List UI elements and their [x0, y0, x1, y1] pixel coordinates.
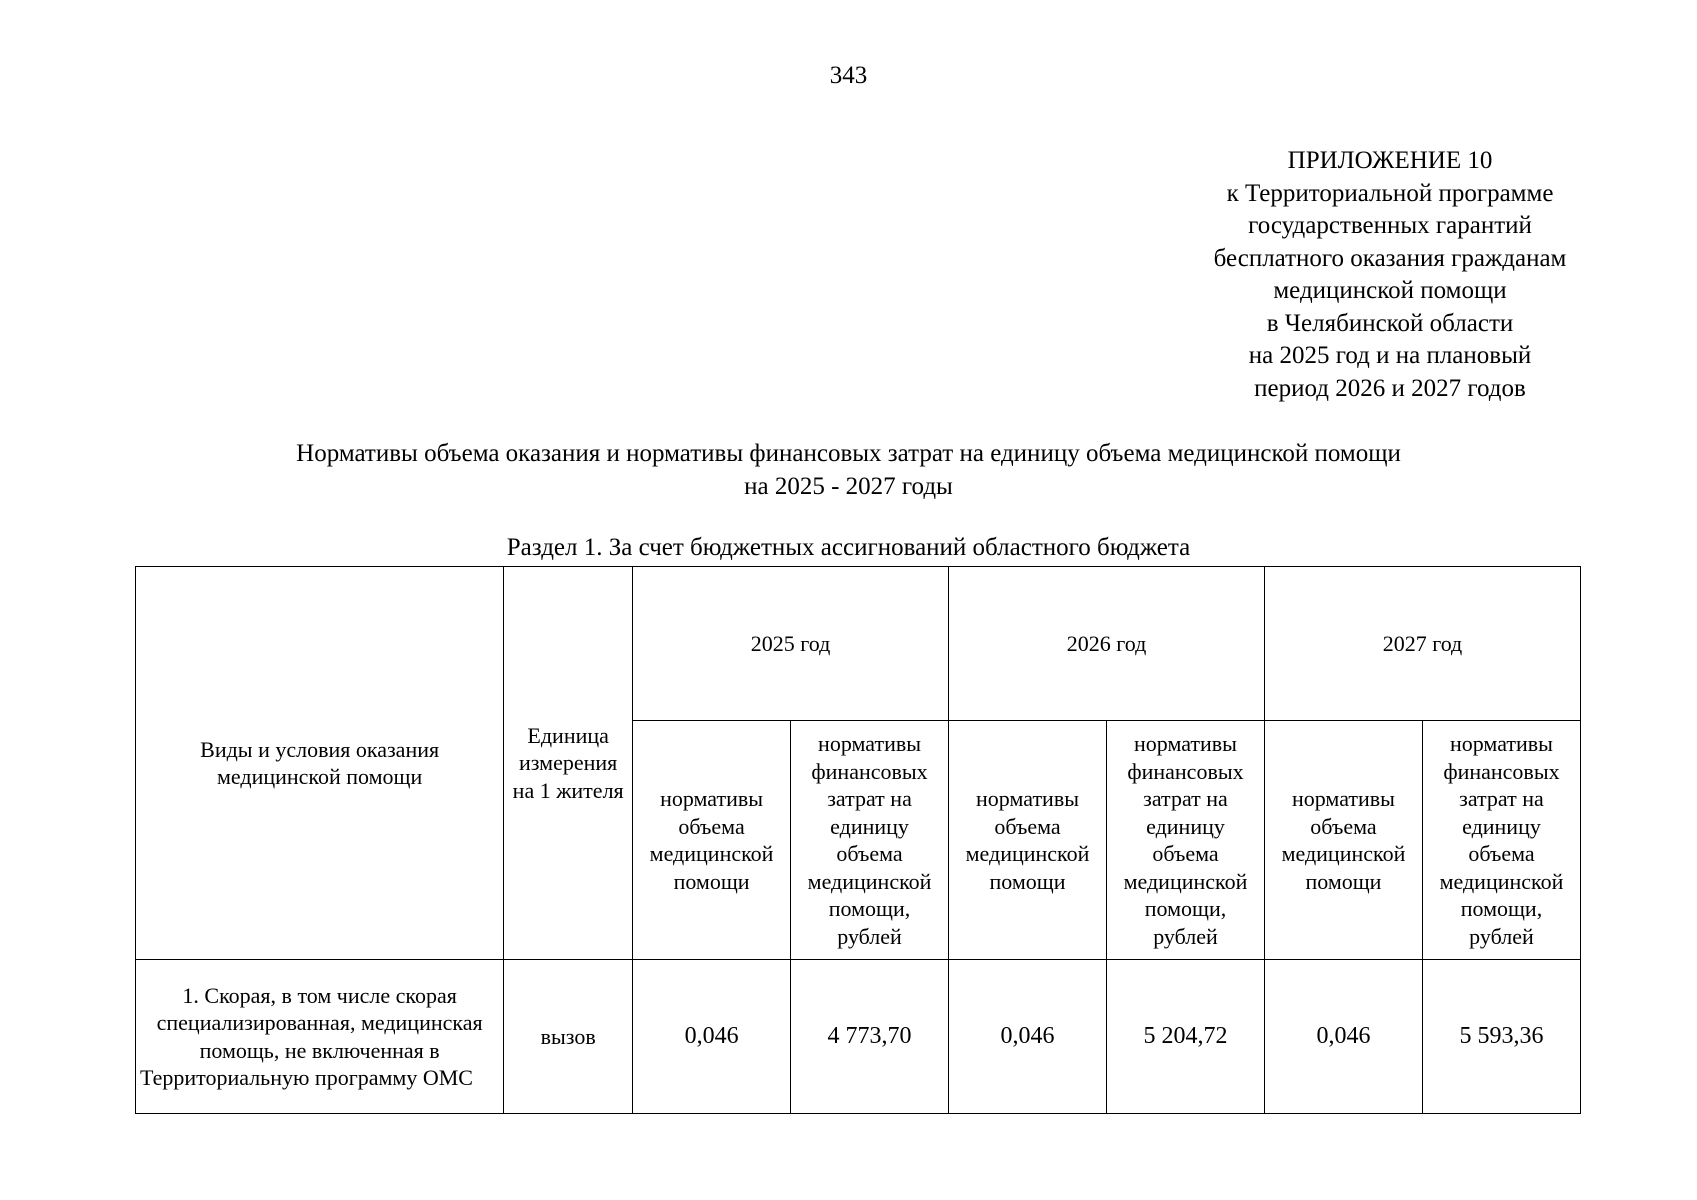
appendix-line: в Челябинской области — [1266, 309, 1514, 337]
cell-volume-2025: 0,046 — [633, 960, 791, 1114]
cell-kind: 1. Скорая, в том числе скорая специализированная, медицинская помощь, не включенная в Территориальную программу ОМС — [136, 960, 504, 1114]
appendix-line: государственных гарантий — [1248, 212, 1532, 239]
cell-volume-2026: 0,046 — [949, 960, 1107, 1114]
cell-cost-2025: 4 773,70 — [791, 960, 949, 1114]
cell-volume-2027: 0,046 — [1264, 960, 1422, 1114]
appendix-header — [1170, 145, 1610, 405]
document-title-line: на 2025 - 2027 годы — [744, 473, 953, 500]
cell-cost-2027: 5 593,36 — [1422, 960, 1580, 1114]
header-volume-norm-2025: нормативы объема медицинской помощи — [633, 721, 791, 960]
appendix-line: бесплатного оказания гражданам — [1213, 244, 1567, 272]
header-cost-norm-2027: нормативы финансовых затрат на единицу объема медицинской помощи, рублей — [1422, 721, 1580, 960]
document-title — [0, 437, 1697, 503]
header-year-2027: 2027 год — [1264, 567, 1580, 721]
table-row — [136, 960, 1581, 1114]
header-unit: Единица измерения на 1 жителя — [504, 567, 633, 960]
header-year-2026: 2026 год — [949, 567, 1265, 721]
section-title: Раздел 1. За счет бюджетных ассигнований областного бюджета — [506, 534, 1191, 561]
document-title-line: Нормативы объема оказания и нормативы финансовых затрат на единицу объема медицинской помощи — [296, 440, 1401, 467]
header-volume-norm-2027: нормативы объема медицинской помощи — [1264, 721, 1422, 960]
cell-cost-2026: 5 204,72 — [1107, 960, 1265, 1114]
table-header-row — [136, 567, 1581, 721]
appendix-line: ПРИЛОЖЕНИЕ 10 — [1287, 147, 1493, 174]
header-year-2025: 2025 год — [633, 567, 949, 721]
header-volume-norm-2026: нормативы объема медицинской помощи — [949, 721, 1107, 960]
cell-unit: вызов — [504, 960, 633, 1114]
header-cost-norm-2026: нормативы финансовых затрат на единицу объема медицинской помощи, рублей — [1107, 721, 1265, 960]
appendix-line: период 2026 и 2027 годов — [1254, 374, 1526, 402]
norms-table — [135, 566, 1581, 1114]
header-kind: Виды и условия оказания медицинской помощи — [136, 567, 504, 960]
page-number: 343 — [829, 62, 868, 89]
header-cost-norm-2025: нормативы финансовых затрат на единицу объема медицинской помощи, рублей — [791, 721, 949, 960]
appendix-line: к Территориальной программе — [1226, 179, 1554, 207]
appendix-line: на 2025 год и на плановый — [1248, 342, 1532, 369]
appendix-line: медицинской помощи — [1273, 277, 1507, 304]
